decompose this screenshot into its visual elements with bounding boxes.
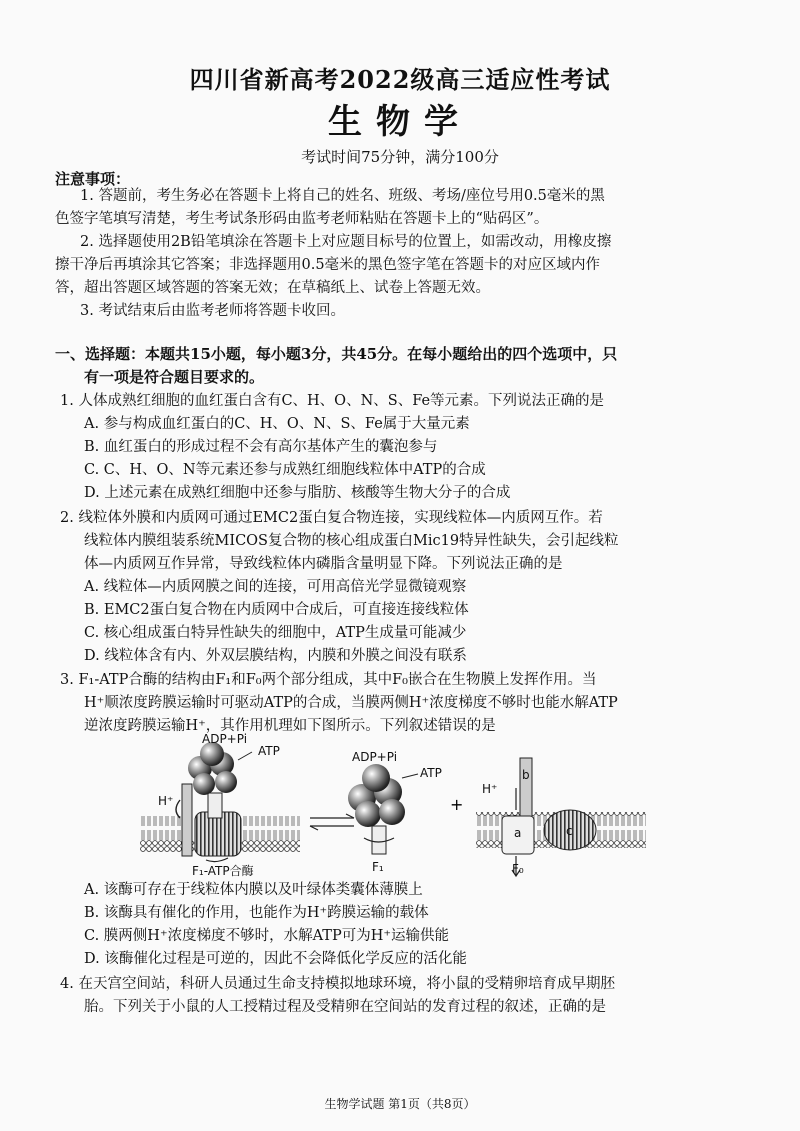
q2-stem-line1: 2. 线粒体外膜和内质网可通过EMC2蛋白复合物连接，实现线粒体—内质网互作。若 bbox=[60, 510, 603, 526]
exam-info: 考试时间75分钟，满分100分 bbox=[301, 148, 499, 166]
subunit-b-label: b bbox=[522, 768, 530, 782]
h-ion-label-3: H⁺ bbox=[482, 782, 498, 796]
q3-option-a: A. 该酶可存在于线粒体内膜以及叶绿体类囊体薄膜上 bbox=[84, 882, 423, 898]
q3-stem-line3: 逆浓度跨膜运输H⁺，其作用机理如下图所示。下列叙述错误的是 bbox=[84, 718, 496, 734]
q1-option-d: D. 上述元素在成熟红细胞中还参与脂肪、核酸等生物大分子的合成 bbox=[84, 485, 511, 501]
q1-option-b: B. 血红蛋白的形成过程不会有高尔基体产生的囊泡参与 bbox=[84, 439, 438, 455]
q2-stem-line2: 线粒体内膜组装系统MICOS复合物的核心组成蛋白Mic19特异性缺失，会引起线粒 bbox=[84, 533, 619, 549]
notice-item2-line3: 答，超出答题区域答题的答案无效；在草稿纸上、试卷上答题无效。 bbox=[55, 280, 490, 296]
atp-synthase-figure bbox=[140, 732, 700, 878]
f0-subunit bbox=[476, 758, 646, 876]
section1-heading-cont: 有一项是符合题目要求的。 bbox=[84, 368, 265, 386]
q2-option-a: A. 线粒体—内质网膜之间的连接，可用高倍光学显微镜观察 bbox=[84, 579, 467, 595]
q1-option-a: A. 参与构成血红蛋白的C、H、O、N、S、Fe属于大量元素 bbox=[84, 416, 470, 432]
notice-title: 注意事项： bbox=[55, 170, 131, 188]
f1-atp-synthase-caption: F₁-ATP合酶 bbox=[192, 864, 254, 878]
q2-option-b: B. EMC2蛋白复合物在内质网中合成后，可直接连接线粒体 bbox=[84, 602, 469, 618]
q2-option-d: D. 线粒体含有内、外双层膜结构，内膜和外膜之间没有联系 bbox=[84, 648, 467, 664]
subject-title: 生物学 bbox=[328, 102, 472, 142]
q4-stem-line2: 胎。下列关于小鼠的人工授精过程及受精卵在空间站的发育过程的叙述，正确的是 bbox=[84, 999, 606, 1015]
notice-item1-line1: 1. 答题前，考生务必在答题卡上将自己的姓名、班级、考场/座位号用0.5毫米的黑 bbox=[80, 188, 605, 204]
q3-option-b: B. 该酶具有催化的作用，也能作为H⁺跨膜运输的载体 bbox=[84, 905, 429, 921]
atp-label-1: ATP bbox=[258, 744, 280, 758]
adp-pi-label-2: ADP+Pi bbox=[352, 750, 398, 764]
q3-option-d: D. 该酶催化过程是可逆的，因此不会降低化学反应的活化能 bbox=[84, 951, 467, 967]
q2-option-c: C. 核心组成蛋白特异性缺失的细胞中，ATP生成量可能减少 bbox=[84, 625, 467, 641]
f0-caption: F₀ bbox=[512, 862, 524, 876]
h-ion-label-1: H⁺ bbox=[158, 794, 174, 808]
q4-stem-line1: 4. 在天宫空间站，科研人员通过生命支持模拟地球环境，将小鼠的受精卵培育成早期胚 bbox=[60, 976, 615, 992]
q2-stem-line3: 体—内质网互作异常，导致线粒体内磷脂含量明显下降。下列说法正确的是 bbox=[84, 556, 563, 572]
reversible-arrows bbox=[310, 814, 354, 830]
notice-item3: 3. 考试结束后由监考老师将答题卡收回。 bbox=[80, 303, 345, 319]
notice-item1-line2: 色签字笔填写清楚，考生考试条形码由监考老师粘贴在答题卡上的“贴码区”。 bbox=[55, 211, 549, 227]
exam-title: 四川省新高考2022级高三适应性考试 bbox=[189, 65, 611, 94]
section1-heading: 一、选择题：本题共15小题，每小题3分，共45分。在每小题给出的四个选项中，只 bbox=[55, 345, 618, 363]
q3-stem-line1: 3. F₁-ATP合酶的结构由F₁和F₀两个部分组成，其中F₀嵌合在生物膜上发挥作用。当 bbox=[60, 672, 597, 688]
q3-option-c: C. 膜两侧H⁺浓度梯度不够时，水解ATP可为H⁺运输供能 bbox=[84, 928, 449, 944]
atp-synthase-diagram bbox=[140, 738, 700, 878]
q1-stem: 1. 人体成熟红细胞的血红蛋白含有C、H、O、N、S、Fe等元素。下列说法正确的是 bbox=[60, 393, 605, 409]
notice-item2-line2: 擦干净后再填涂其它答案；非选择题用0.5毫米的黑色签字笔在答题卡的对应区域内作 bbox=[55, 257, 601, 273]
page-footer: 生物学试题 第1页（共8页） bbox=[324, 1097, 476, 1111]
atp-label-2: ATP bbox=[420, 766, 442, 780]
notice-item2-line1: 2. 选择题使用2B铅笔填涂在答题卡上对应题目标号的位置上，如需改动，用橡皮擦 bbox=[80, 234, 612, 250]
q3-stem-line2: H⁺顺浓度跨膜运输时可驱动ATP的合成，当膜两侧H⁺浓度梯度不够时也能水解ATP bbox=[84, 695, 618, 711]
f1-caption: F₁ bbox=[372, 860, 384, 874]
plus-sign: + bbox=[450, 795, 464, 814]
subunit-a-label: a bbox=[514, 826, 522, 840]
subunit-c-label: c bbox=[566, 824, 573, 838]
q1-option-c: C. C、H、O、N等元素还参与成熟红细胞线粒体中ATP的合成 bbox=[84, 462, 486, 478]
f1-subunit bbox=[348, 764, 418, 854]
adp-pi-label-1: ADP+Pi bbox=[202, 732, 248, 746]
